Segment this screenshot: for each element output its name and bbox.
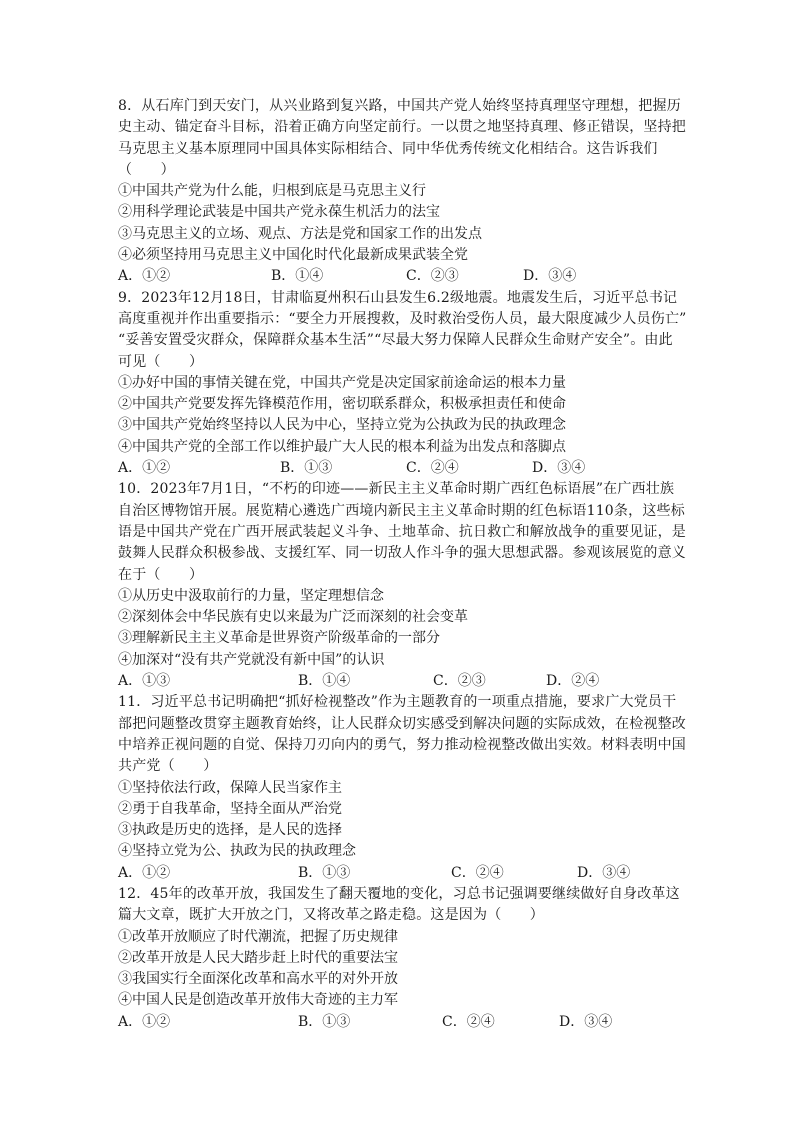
question-list bbox=[118, 96, 687, 1033]
question-stem bbox=[118, 96, 686, 181]
choice-b[interactable]: B．①③ bbox=[298, 864, 351, 881]
answer-choices bbox=[118, 266, 678, 287]
statement-option: ③马克思主义的立场、观点、方法是党和国家工作的出发点 bbox=[118, 225, 482, 242]
statement-option: ②勇于自我革命，坚持全面从严治党 bbox=[118, 800, 342, 817]
statement-option: ③我国实行全面深化改革和高水平的对外开放 bbox=[118, 971, 398, 988]
question-stem bbox=[118, 288, 687, 373]
question-stem bbox=[118, 884, 678, 927]
choice-d[interactable]: D．③④ bbox=[559, 1013, 613, 1030]
stem-line: 共产党（ ） bbox=[118, 758, 218, 775]
choice-c[interactable]: C．②③ bbox=[406, 268, 459, 285]
statement-option: ④中国人民是创造改革开放伟大奇迹的主力军 bbox=[118, 992, 398, 1009]
question-12 bbox=[118, 884, 678, 1033]
statement-option: ④必须坚持用马克思主义中国化时代化最新成果武装全党 bbox=[118, 247, 468, 264]
choice-a[interactable]: A．①② bbox=[118, 268, 171, 285]
choice-a[interactable]: A．①② bbox=[118, 460, 171, 477]
choice-d[interactable]: D．③④ bbox=[532, 460, 586, 477]
stem-line: 马克思主义基本原理同中国具体实际相结合、同中华优秀传统文化相结合。这告诉我们 bbox=[118, 140, 658, 157]
statement-option: ③执政是历史的选择，是人民的选择 bbox=[118, 822, 342, 839]
statement-option: ②改革开放是人民大踏步赶上时代的重要法宝 bbox=[118, 949, 398, 966]
stem-line: 中培养正视问题的自觉、保持刀刃向内的勇气，努力推动检视整改做出实效。材料表明中国 bbox=[118, 736, 686, 753]
choice-b[interactable]: B．①④ bbox=[298, 673, 351, 690]
choice-d[interactable]: D．②④ bbox=[546, 673, 600, 690]
statement-option: ①中国共产党为什么能，归根到底是马克思主义行 bbox=[118, 183, 426, 200]
stem-line: 12．45年的改革开放，我国发生了翻天覆地的变化，习总书记强调要继续做好自身改革这 bbox=[118, 885, 680, 902]
choice-a[interactable]: A．①② bbox=[118, 1013, 171, 1030]
stem-line: 可见（ ） bbox=[118, 353, 204, 370]
statement-option: ②深刻体会中华民族有史以来最为广泛而深刻的社会变革 bbox=[118, 609, 468, 626]
statement-option: ①办好中国的事情关键在党，中国共产党是决定国家前途命运的根本力量 bbox=[118, 374, 566, 391]
stem-line: 篇大文章，既扩大开放之门，又将改革之路走稳。这是因为（ ） bbox=[118, 907, 544, 924]
question-10 bbox=[118, 479, 686, 692]
stem-line: 语是中国共产党在广西开展武装起义斗争、土地革命、抗日救亡和解放战争的重要见证，是 bbox=[118, 523, 686, 540]
statement-option: ①从历史中汲取前行的力量，坚定理想信念 bbox=[118, 587, 384, 604]
question-11 bbox=[118, 692, 686, 884]
choice-d[interactable]: D．③④ bbox=[577, 864, 631, 881]
answer-choices bbox=[118, 671, 678, 692]
choice-c[interactable]: C．②③ bbox=[433, 673, 486, 690]
question-stem bbox=[118, 479, 686, 585]
question-stem bbox=[118, 692, 686, 777]
choice-c[interactable]: C．②④ bbox=[451, 864, 504, 881]
choice-a[interactable]: A．①② bbox=[118, 864, 171, 881]
stem-line: 鼓舞人民群众积极参战、支援红军、同一切敌人作斗争的强大思想武器。参观该展览的意义 bbox=[118, 545, 686, 562]
stem-line: 史主动、锚定奋斗目标，沿着正确方向坚定前行。一以贯之地坚持真理、修正错误，坚持把 bbox=[118, 119, 686, 136]
choice-d[interactable]: D．③④ bbox=[523, 268, 577, 285]
stem-line: 8．从石库门到天安门，从兴业路到复兴路，中国共产党人始终坚持真理坚守理想，把握历 bbox=[118, 98, 681, 114]
stem-line: 10．2023年7月1日，“不朽的印迹——新民主主义革命时期广西红色标语展”在广西壮族 bbox=[118, 481, 675, 498]
choice-a[interactable]: A．①③ bbox=[118, 673, 171, 690]
statement-option: ②用科学理论武装是中国共产党永葆生机活力的法宝 bbox=[118, 204, 440, 221]
stem-line: 9．2023年12月18日，甘肃临夏州积石山县发生6.2级地震。地震发生后，习近平总书记 bbox=[118, 289, 678, 306]
stem-line: 自治区博物馆开展。展览精心遴选广西境内新民主主义革命时期的红色标语110条，这些标 bbox=[118, 502, 685, 519]
answer-choices bbox=[118, 863, 678, 884]
stem-line: 部把问题整改贯穿主题教育始终，让人民群众切实感受到解决问题的实际成效，在检视整改 bbox=[118, 715, 686, 732]
choice-b[interactable]: B．①④ bbox=[271, 268, 324, 285]
choice-b[interactable]: B．①③ bbox=[280, 460, 333, 477]
answer-choices bbox=[118, 1012, 678, 1033]
statement-option: ③中国共产党始终坚持以人民为中心，坚持立党为公执政为民的执政理念 bbox=[118, 417, 566, 434]
statement-option: ②中国共产党要发挥先锋模范作用，密切联系群众，积极承担责任和使命 bbox=[118, 396, 566, 413]
statement-option: ④中国共产党的全部工作以维护最广大人民的根本利益为出发点和落脚点 bbox=[118, 438, 566, 455]
statement-option: ④坚持立党为公、执政为民的执政理念 bbox=[118, 843, 356, 860]
answer-choices bbox=[118, 458, 678, 479]
stem-line: （ ） bbox=[118, 161, 175, 178]
stem-line: 高度重视并作出重要指示：“要全力开展搜救，及时救治受伤人员，最大限度减少人员伤亡” bbox=[118, 310, 687, 327]
choice-b[interactable]: B．①③ bbox=[298, 1013, 351, 1030]
statement-option: ①坚持依法行政，保障人民当家作主 bbox=[118, 779, 342, 796]
choice-c[interactable]: C．②④ bbox=[406, 460, 459, 477]
statement-option: ④加深对“没有共产党就没有新中国”的认识 bbox=[118, 651, 385, 668]
stem-line: “妥善安置受灾群众，保障群众基本生活”“尽最大努力保障人民群众生命财产安全”。由此 bbox=[118, 332, 673, 349]
choice-c[interactable]: C．②④ bbox=[442, 1013, 495, 1030]
statement-option: ③理解新民主主义革命是世界资产阶级革命的一部分 bbox=[118, 630, 440, 647]
stem-line: 11．习近平总书记明确把“抓好检视整改”作为主题教育的一项重点措施，要求广大党员干 bbox=[118, 694, 677, 711]
question-9 bbox=[118, 288, 687, 480]
question-8 bbox=[118, 96, 686, 288]
statement-option: ①改革开放顺应了时代潮流，把握了历史规律 bbox=[118, 928, 398, 945]
stem-line: 在于（ ） bbox=[118, 566, 204, 583]
